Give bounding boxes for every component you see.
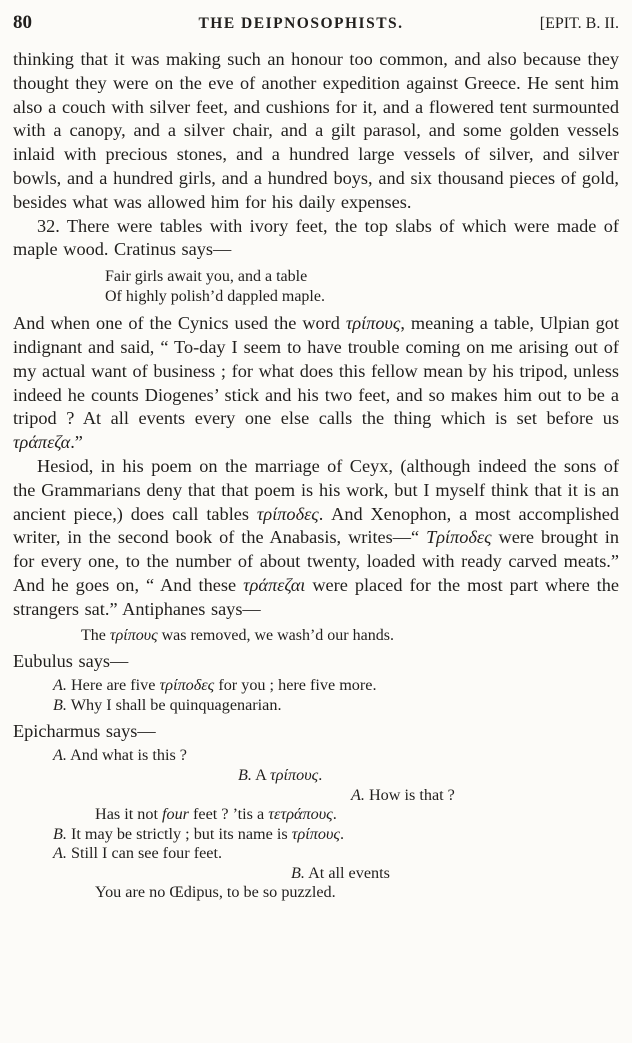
dialogue-line: B. It may be strictly ; but its name is τρίπους. [53, 824, 345, 843]
running-title: THE DEIPNOSOPHISTS. [198, 15, 404, 32]
paragraph-cynics: And when one of the Cynics used the word τρίπους, meaning a table, Ulpian got indignant and said, “ To-day I seem to have trouble coming on me arising out of my actual want of business ; for what does this fellow mean by his tripod, unless indeed he counts Diogenes’ stick and his two feet, and so makes him out to be a tripod ? At all events every one else calls the thing which is set before us τράπεζα.” [13, 313, 619, 453]
dialogue-line: B. Why I shall be quinquagenarian. [53, 695, 282, 714]
dialogue-line: B. At all events [291, 863, 390, 882]
verse-line: Of highly polish’d dappled maple. [105, 288, 325, 306]
page-header [13, 12, 619, 34]
edition-reference: [EPIT. B. II. [539, 15, 619, 32]
dialogue-line: Has it not four feet ? ’tis a τετράπους. [95, 805, 337, 824]
paragraph-section-32: 32. There were tables with ivory feet, the top slabs of which were made of maple wood. Cratinus says— [13, 215, 619, 260]
dialogue-line: A. Still I can see four feet. [53, 844, 223, 863]
eubulus-dialogue [13, 676, 619, 715]
paragraph-continuation: thinking that it was making such an honour too common, and also because they thought they were on the eve of another expedition against Greece. He sent him also a couch with silver feet, and cushions for it, and a flowered tent surmounted with a canopy, and a silver chair, and a gilt parasol, and some golden vessels inlaid with precious stones, and a hundred large vessels of silver, and silver bowls, and a hundred girls, and a hundred boys, and six thousand pieces of gold, besides what was allowed him for his daily expenses. [13, 49, 619, 212]
epicharmus-dialogue [13, 746, 619, 903]
antiphanes-quote: The τρίπους was removed, we wash’d our hands. [81, 626, 394, 644]
eubulus-intro: Eubulus says— [13, 650, 129, 671]
dialogue-line: A. Here are five τρίποδες for you ; here five more. [53, 676, 377, 695]
dialogue-line: A. How is that ? [351, 785, 455, 804]
paragraph-hesiod: Hesiod, in his poem on the marriage of Ceyx, (although indeed the sons of the Grammarians deny that that poem is his work, but I myself think that it is an ancient piece,) does call tables τρίποδες. And Xenophon, a most accomplished writer, in the second book of the Anabasis, writes—“ Τρίποδες were brought in for every one, to the number of about twenty, loaded with ready carved meats.” And he goes on, “ And these τράπεζαι were placed for the most part where the strangers sat.” Antiphanes says— [13, 455, 619, 619]
verse-line: Fair girls await you, and a table [105, 268, 308, 286]
dialogue-line: B. A τρίπους. [238, 765, 323, 784]
cratinus-verse [105, 267, 619, 307]
dialogue-line: You are no Œdipus, to be so puzzled. [95, 883, 336, 902]
dialogue-line: A. And what is this ? [53, 746, 187, 765]
page-number: 80 [13, 12, 32, 33]
epicharmus-intro: Epicharmus says— [13, 720, 156, 741]
